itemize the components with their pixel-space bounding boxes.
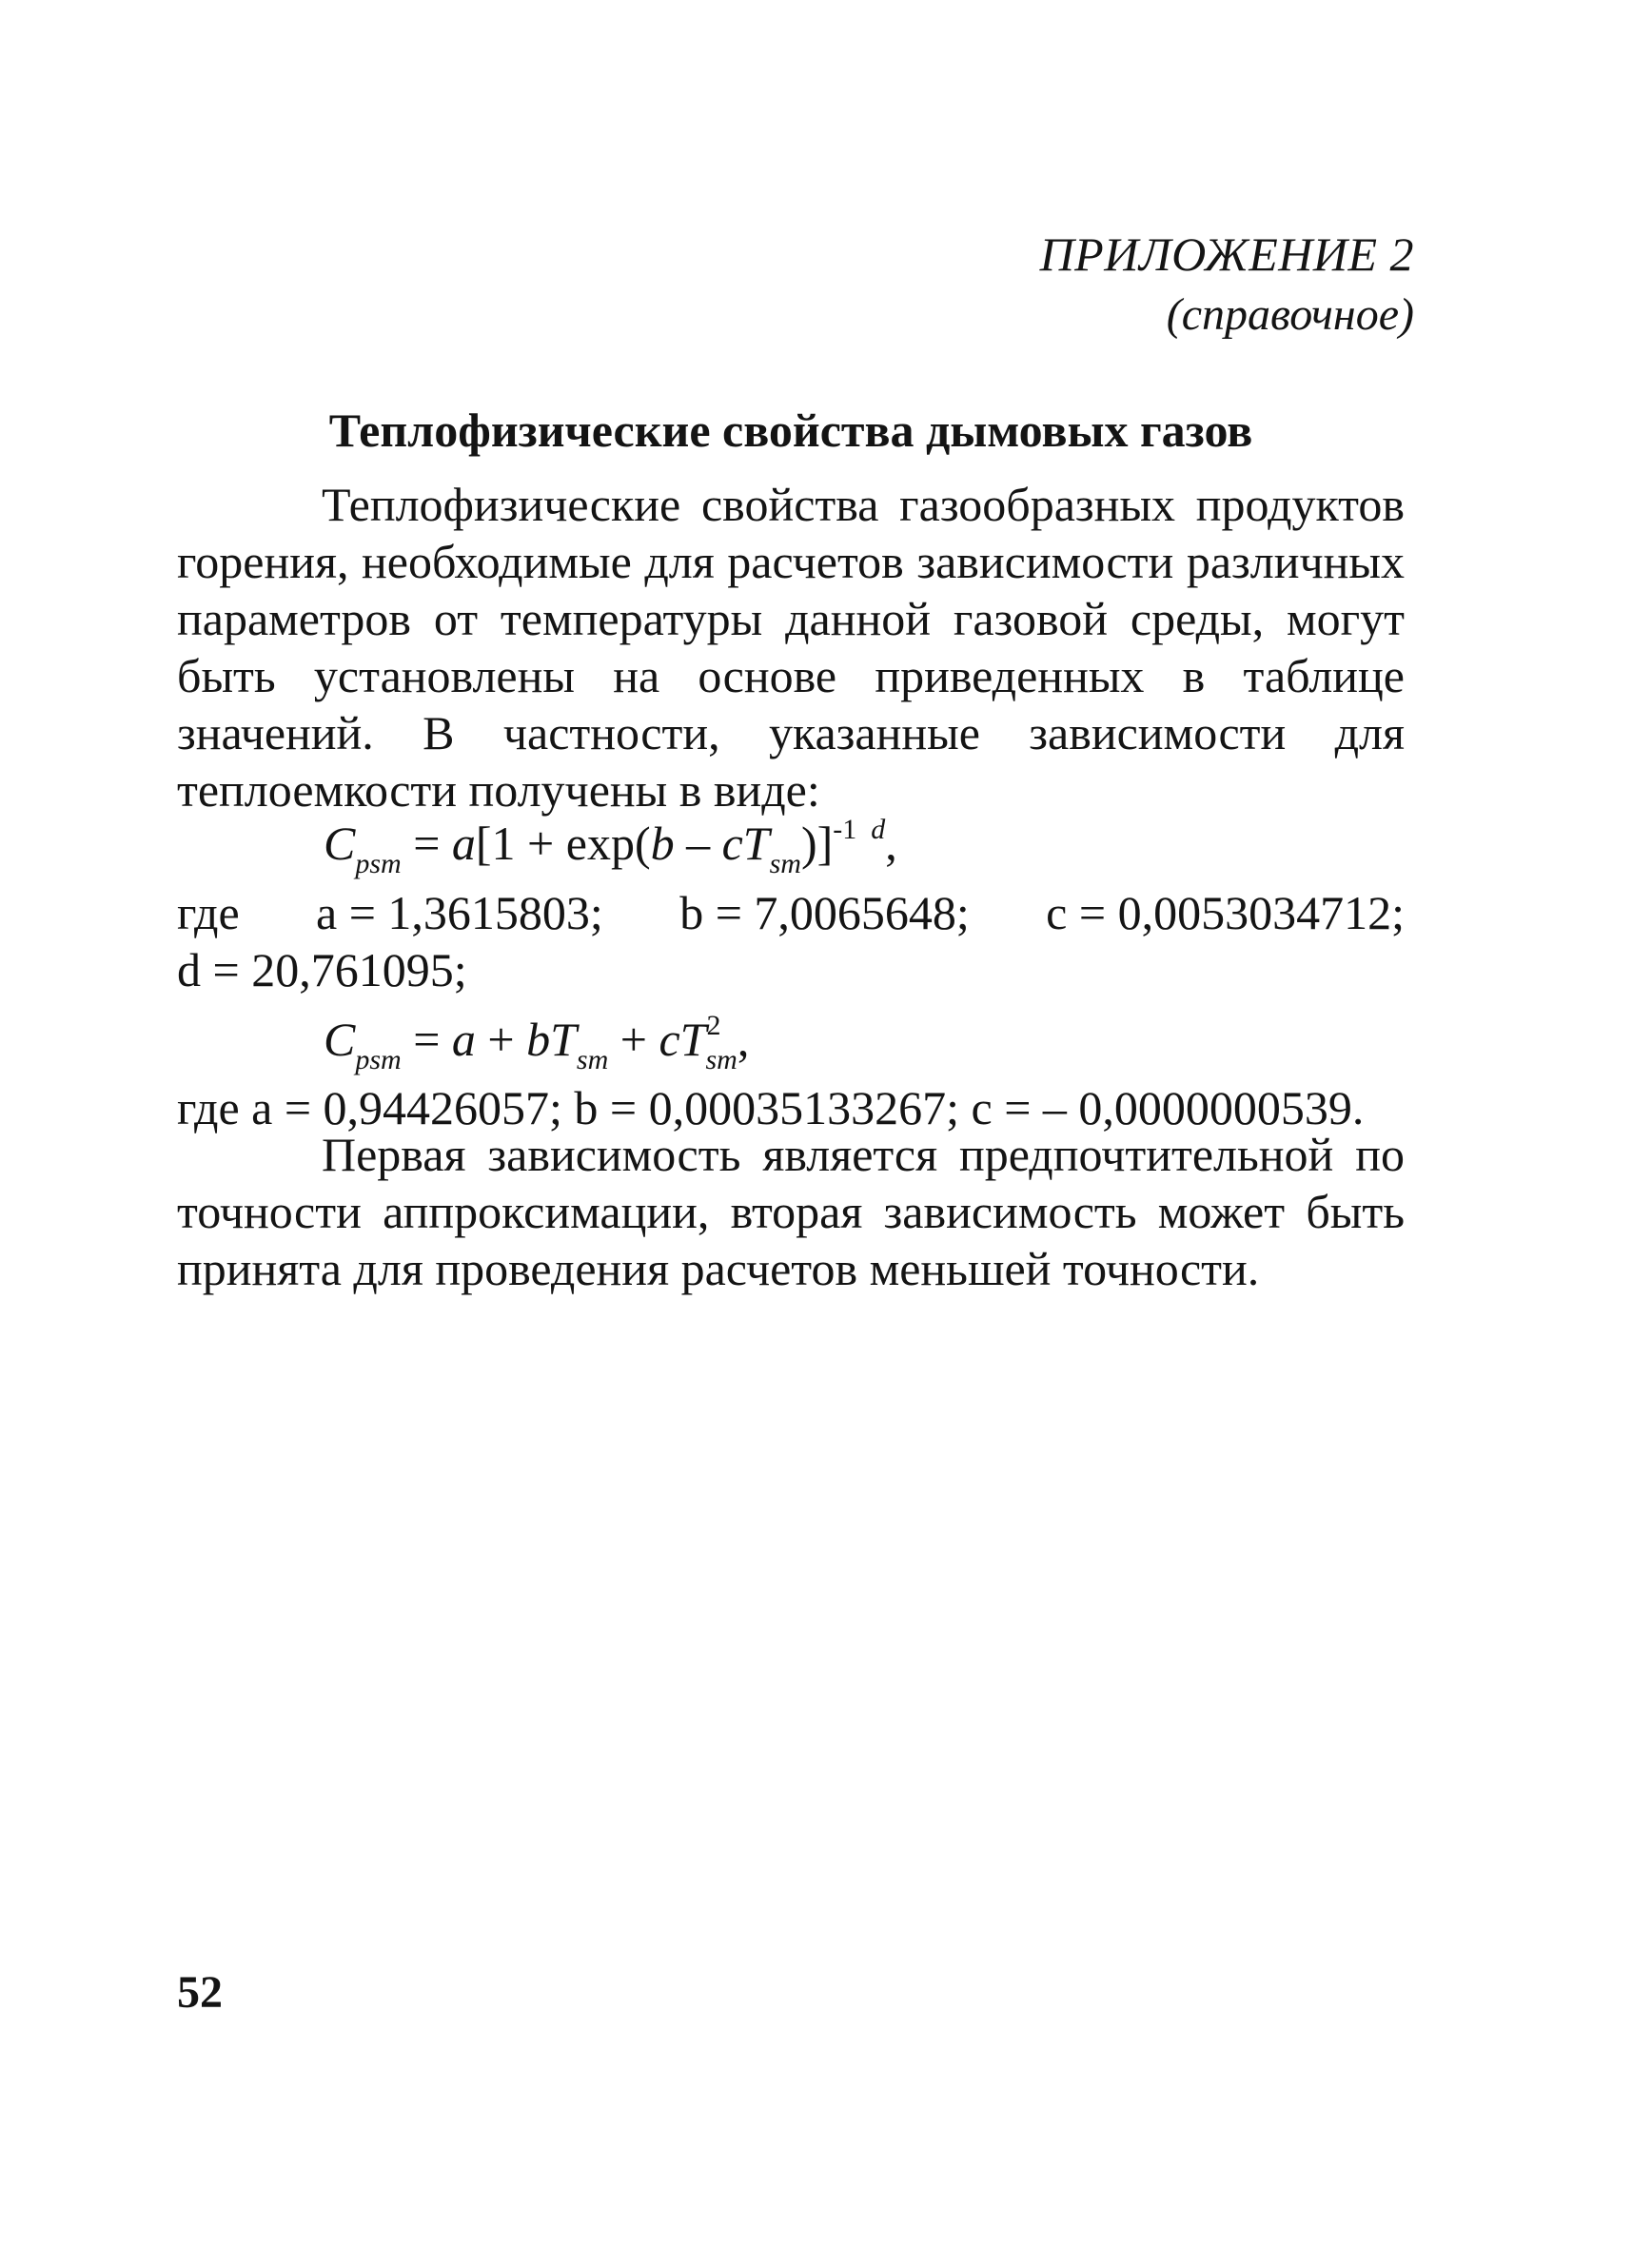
appendix-title: ПРИЛОЖЕНИЕ 2 <box>1039 227 1414 281</box>
formula1-tail: , <box>885 817 897 870</box>
section-heading: Теплофизические свойства дымовых газов <box>328 404 1253 457</box>
formula2-lhs: C <box>324 1013 356 1066</box>
formula1-lhs-sub: psm <box>355 848 402 879</box>
paragraph-conclusion <box>177 1126 1405 1297</box>
formula1-parameters <box>177 885 1405 940</box>
paragraph-intro <box>177 476 1405 818</box>
formula-heat-capacity-exp <box>324 814 897 880</box>
params1-c: c = 0,0053034712; <box>1046 886 1405 939</box>
formula2-cT-sup: 2 <box>706 1010 721 1041</box>
formula1-close: )] <box>800 817 834 870</box>
formula1-c: cT <box>721 817 770 870</box>
formula1-exp1: -1 <box>833 814 857 845</box>
formula1-exp2: d <box>871 814 886 845</box>
params1-a: a = 1,3615803; <box>316 886 603 939</box>
formula1-minus: – <box>674 817 722 870</box>
formula1-lhs: C <box>324 817 356 870</box>
page-number: 52 <box>177 1967 223 2018</box>
formula2-bT: bT <box>526 1013 577 1066</box>
formula2-plus2: + <box>608 1013 659 1066</box>
formula2-lhs-sub: psm <box>355 1044 402 1075</box>
params1-d: d = 20,761095; <box>177 943 467 996</box>
formula2-tail: , <box>737 1013 750 1066</box>
formula2-plus1: + <box>475 1013 527 1066</box>
formula1-eq: = <box>401 817 452 870</box>
paragraph-conclusion-text: Первая зависимость является предпочтительной по точности аппроксимации, вторая зависимость может быть принята для проведения расчетов меньшей точности. <box>177 1128 1405 1295</box>
formula2-a: a <box>451 1013 476 1066</box>
formula1-c-sub: sm <box>769 848 801 879</box>
appendix-subtitle: (справочное) <box>1166 289 1414 340</box>
formula-heat-capacity-poly <box>324 1010 749 1076</box>
formula2-cT-sub: sm <box>705 1044 738 1075</box>
formula1-a: a <box>451 817 476 870</box>
paragraph-intro-text: Теплофизические свойства газообразных продуктов горения, необходимые для расчетов зависимости различных параметров от температуры данной газовой среды, могут быть установлены на основе приведенных в таблице значений. В частности, указанные зависимости для теплоемкости получены в виде: <box>177 478 1405 817</box>
formula2-parameters: где a = 0,94426057; b = 0,00035133267; c = – 0,0000000539. <box>177 1081 1365 1134</box>
formula2-eq: = <box>401 1013 452 1066</box>
formula2-bT-sub: sm <box>576 1044 609 1075</box>
formula2-cT: cT <box>659 1013 707 1066</box>
params1-b: b = 7,0065648; <box>679 886 970 939</box>
formula1-b: b <box>650 817 675 870</box>
params1-where: где <box>177 886 240 939</box>
formula1-open: [1 + exp( <box>475 817 651 870</box>
